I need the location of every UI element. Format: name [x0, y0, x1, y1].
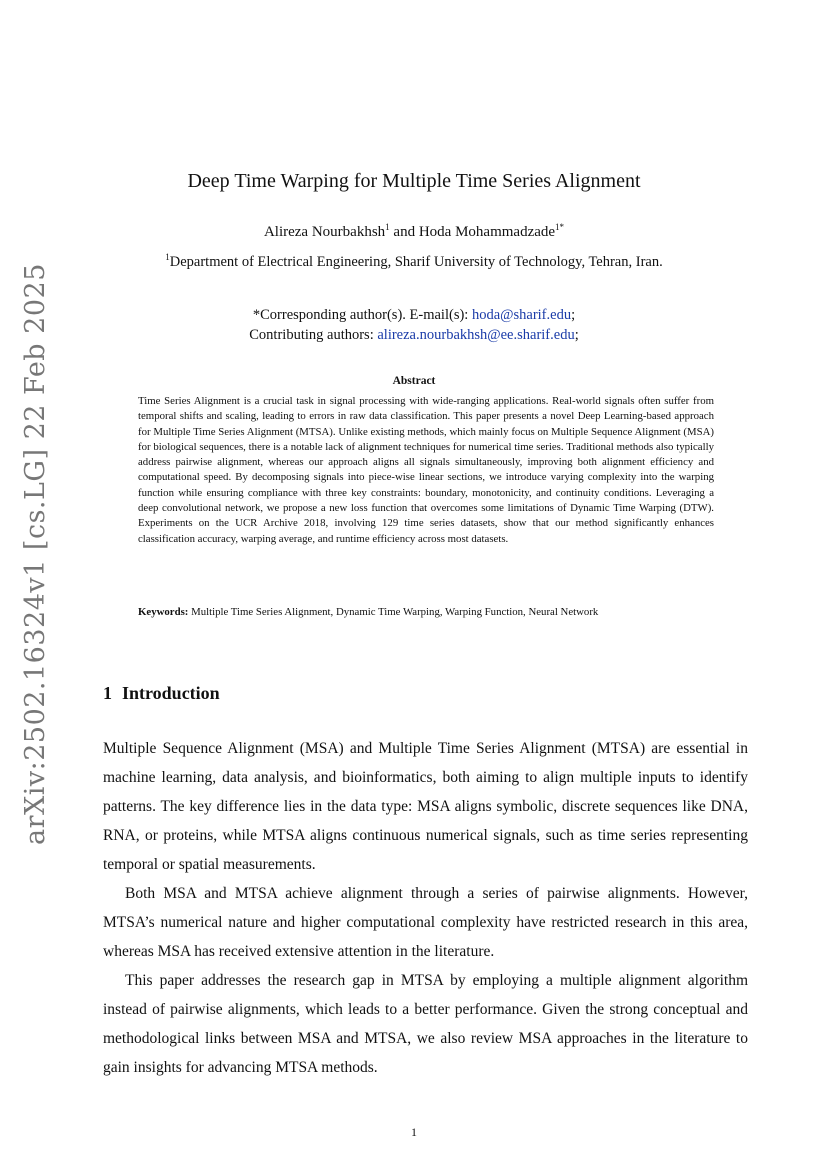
author-affiliation-marker: 1*	[555, 222, 565, 232]
corresponding-author-label: *Corresponding author(s). E-mail(s):	[252, 307, 472, 323]
author-conjunction: and	[389, 224, 419, 240]
body-text	[103, 734, 748, 1082]
paper-title: Deep Time Warping for Multiple Time Series Alignment	[187, 170, 641, 192]
abstract-text: Time Series Alignment is a crucial task in signal processing with wide-ranging applications. Real-world signals often suffer from temporal shifts and scaling, leading to errors in raw data classification. This paper presents a novel Deep Learning-based approach for Multiple Time Series Alignment (MTSA). Unlike existing methods, which mainly focus on Multiple Sequence Alignment (MSA) for biological sequences, there is a notable lack of alignment techniques for numerical time series. Traditional methods also typically address pairwise alignment, whereas our approach aligns all signals simultaneously, improving both alignment efficiency and computational speed. By decomposing signals into piece-wise linear sections, we introduce varying complexity into the warping function while ensuring compliance with three key constraints: boundary, monotonicity, and continuity conditions. Leveraging a deep convolutional network, we propose a new loss function that overcomes some limitations of Dynamic Time Warping (DTW). Experiments on the UCR Archive 2018, involving 129 time series datasets, show that our method significantly enhances classification accuracy, warping average, and runtime efficiency across most datasets.	[138, 395, 714, 545]
corresponding-email-link[interactable]: hoda@sharif.edu	[471, 307, 572, 323]
punctuation: ;	[571, 307, 576, 323]
arxiv-identifier: arXiv:2502.16324v1 [cs.LG] 22 Feb 2025	[20, 263, 51, 845]
affiliation-marker: 1	[165, 252, 170, 263]
contributing-email-link[interactable]: alireza.nourbakhsh@ee.sharif.edu	[377, 327, 575, 343]
keywords-text: Multiple Time Series Alignment, Dynamic Time Warping, Warping Function, Neural Network	[188, 606, 599, 618]
keywords-label: Keywords:	[138, 606, 189, 618]
arxiv-stamp	[20, 263, 60, 845]
affiliation-text: Department of Electrical Engineering, Sharif University of Technology, Tehran, Iran.	[169, 254, 663, 270]
paragraph: This paper addresses the research gap in MTSA by employing a multiple alignment algorithm instead of pairwise alignments, which leads to a better performance. Given the strong conceptual and methodological links between MSA and MTSA, we also review MSA approaches in the literature to gain insights for advancing MTSA methods.	[103, 972, 748, 1076]
section-title: Introduction	[122, 683, 220, 703]
section-number: 1	[103, 683, 112, 703]
paragraph: Both MSA and MTSA achieve alignment through a series of pairwise alignments. However, MTSA’s numerical nature and higher computational complexity have restricted research in this area, whereas MSA has received extensive attention in the literature.	[103, 885, 748, 960]
correspondence-block	[0, 305, 828, 345]
author-name: Hoda Mohammadzade	[418, 224, 556, 240]
affiliation	[0, 254, 828, 271]
author-list	[0, 224, 828, 241]
abstract-heading: Abstract	[392, 375, 436, 387]
page-number: 1	[411, 1125, 417, 1139]
section-heading	[103, 683, 220, 704]
author-affiliation-marker: 1	[385, 222, 390, 232]
paragraph: Multiple Sequence Alignment (MSA) and Multiple Time Series Alignment (MTSA) are essential in machine learning, data analysis, and bioinformatics, both aiming to align multiple inputs to identify patterns. The key difference lies in the data type: MSA aligns symbolic, discrete sequences like DNA, RNA, or proteins, while MTSA aligns continuous numerical signals, such as time series representing temporal or spatial measurements.	[103, 740, 748, 873]
keywords	[138, 606, 714, 618]
contributing-authors-line	[0, 325, 828, 345]
corresponding-author-line	[0, 305, 828, 325]
punctuation: ;	[574, 327, 579, 343]
contributing-authors-label: Contributing authors:	[249, 327, 378, 343]
author-name: Alireza Nourbakhsh	[263, 224, 386, 240]
